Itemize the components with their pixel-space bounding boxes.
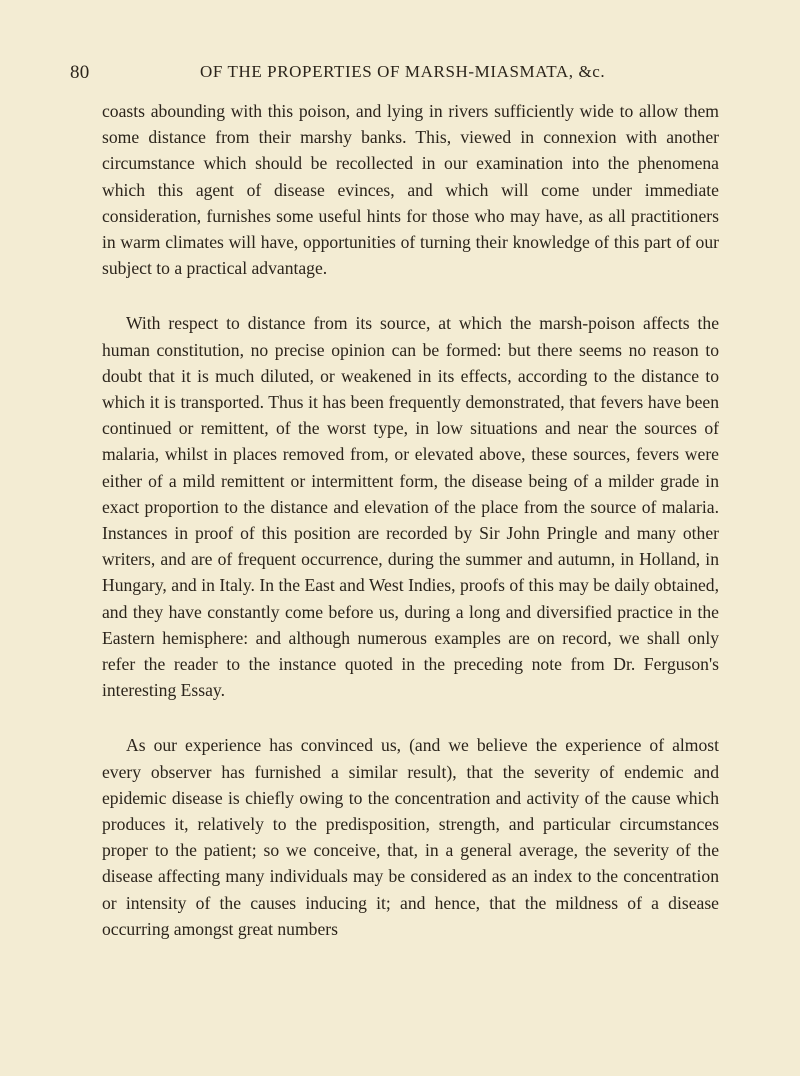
paragraph-2: With respect to distance from its source, at which the marsh-poison affects the human constitution, no precise opinion can be formed: but there seems no reason to doubt that it is much diluted, or weakened in its effects, according to the distance to which it is transported. Thus it has been frequently demonstrated, that fevers have been continued or remittent, of the worst type, in low situations and near the sources of malaria, whilst in places removed from, or elevated above, these sources, fevers were either of a mild remittent or intermittent form, the disease being of a milder grade in exact proportion to the distance and elevation of the place from the source of malaria. Instances in proof of this position are recorded by Sir John Pringle and many other writers, and are of frequent occurrence, during the summer and autumn, in Holland, in Hungary, and in Italy. In the East and West Indies, proofs of this may be daily obtained, and they have constantly come before us, during a long and diversified practice in the Eastern hemisphere: and although numerous examples are on record, we shall only refer the reader to the instance quoted in the preceding note from Dr. Ferguson's interesting Essay. [102,313,719,701]
paragraph-3: As our experience has convinced us, (and we believe the experience of almost every observer has furnished a similar result), that the severity of endemic and epidemic disease is chiefly owing to the concentration and activity of the cause which produces it, relatively to the predisposition, strength, and particular circumstances proper to the patient; so we conceive, that, in a general average, the severity of the disease affecting many individuals may be considered as an index to the concentration or intensity of the causes inducing it; and hence, that the mildness of a disease occurring amongst great numbers [102,735,719,939]
page-number: 80 [70,62,90,83]
paragraph-1: coasts abounding with this poison, and lying in rivers sufficiently wide to allow them some distance from their marshy banks. This, viewed in connexion with another circumstance which should be recollected in our examination into the phenomena which this agent of disease evinces, and which will come under immediate consideration, furnishes some useful hints for those who may have, as all practitioners in warm climates will have, opportunities of turning their knowledge of this part of our subject to a practical advantage. [102,101,719,279]
page-header [70,62,690,86]
running-head: OF THE PROPERTIES OF MARSH-MIASMATA, &c. [200,62,606,81]
body-text [102,98,719,971]
